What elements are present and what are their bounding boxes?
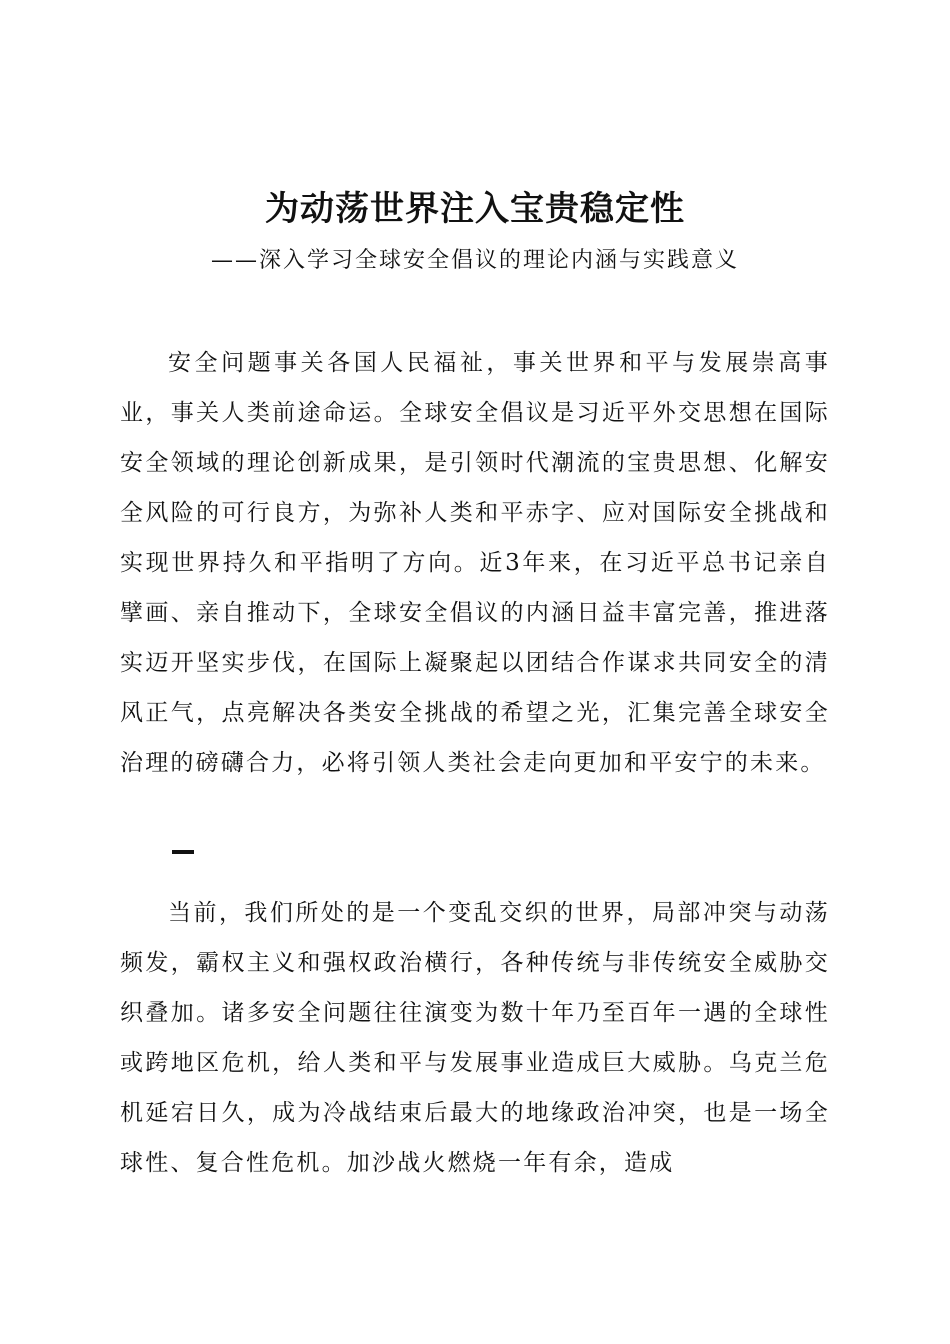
section-number-one <box>172 850 194 854</box>
paragraph-section-one: 当前，我们所处的是一个变乱交织的世界，局部冲突与动荡频发，霸权主义和强权政治横行，各种传统与非传统安全威胁交织叠加。诸多安全问题往往演变为数十年乃至百年一遇的全球性或跨地区危机，给人类和平与发展事业造成巨大威胁。乌克兰危机延宕日久，成为冷战结束后最大的地缘政治冲突，也是一场全球性、复合性危机。加沙战火燃烧一年有余，造成 <box>120 900 830 1176</box>
paragraph-intro: 安全问题事关各国人民福祉，事关世界和平与发展崇高事业，事关人类前途命运。全球安全倡议是习近平外交思想在国际安全领域的理论创新成果，是引领时代潮流的宝贵思想、化解安全风险的可行良方，为弥补人类和平赤字、应对国际安全挑战和实现世界持久和平指明了方向。近3年来，在习近平总书记亲自擘画、亲自推动下，全球安全倡议的内涵日益丰富完善，推进落实迈开坚实步伐，在国际上凝聚起以团结合作谋求共同安全的清风正气，点亮解决各类安全挑战的希望之光，汇集完善全球安全治理的磅礴合力，必将引领人类社会走向更加和平安宁的未来。 <box>120 350 830 776</box>
article-title: 为动荡世界注入宝贵稳定性 <box>265 189 685 229</box>
article-subtitle: ——深入学习全球安全倡议的理论内涵与实践意义 <box>210 248 739 273</box>
